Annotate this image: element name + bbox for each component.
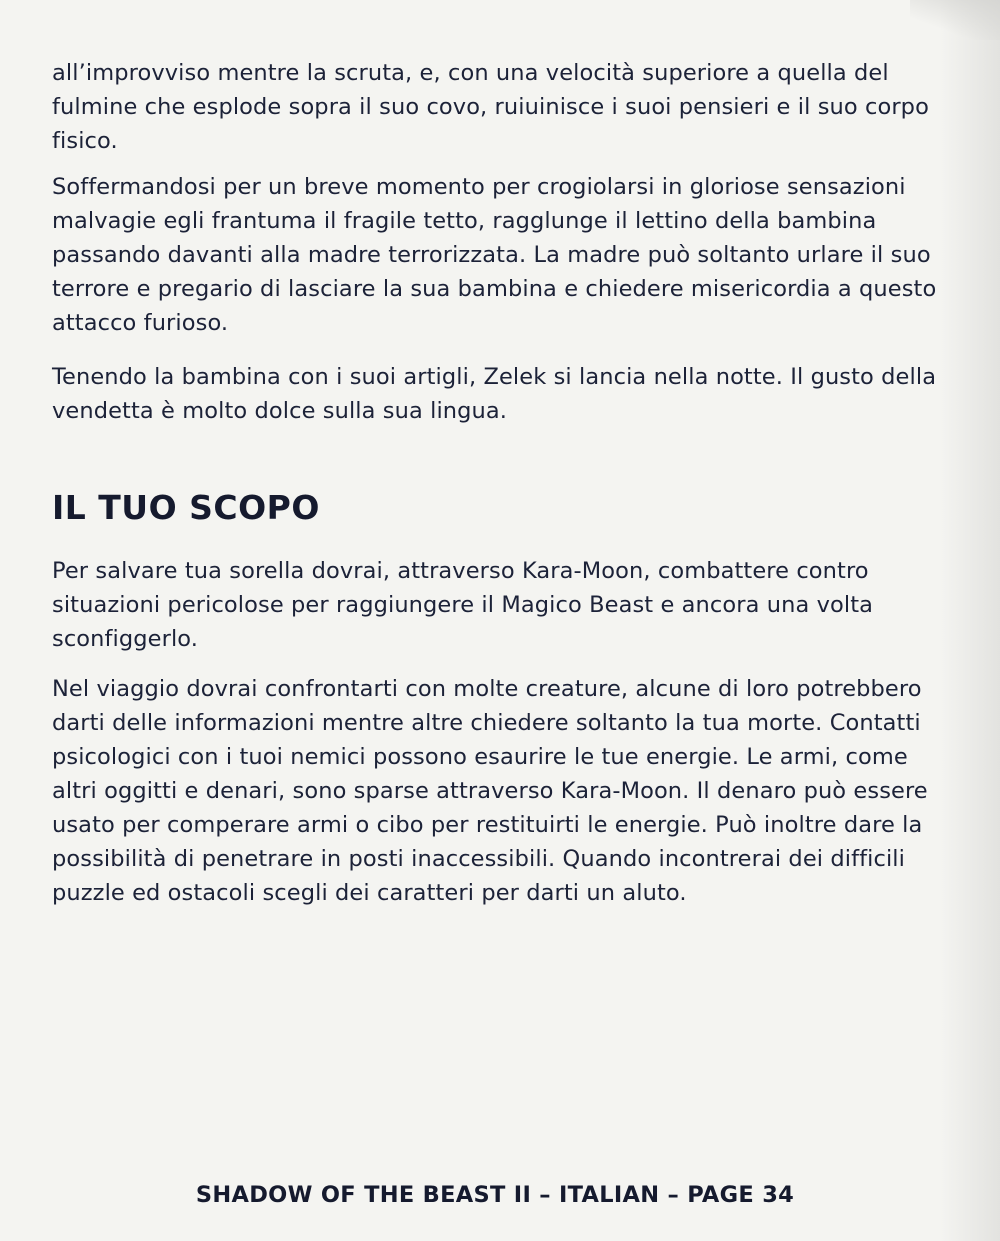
section-paragraph-2: Nel viaggio dovrai confrontarti con molte creature, alcune di loro potrebbero darti delle informazioni mentre altre chiedere soltanto la tua morte. Contatti psicologici con i tuoi nemici possono esaurire le tue energie. Le armi, come altri oggitti e denari, sono sparse attraverso Kara-Moon. Il denaro può essere usato per comperare armi o cibo per restituirti le energie. Può inoltre dare la possibilità di penetrare in posti inaccessibili. Quando incontrerai dei difficili puzzle ed ostacoli scegli dei caratteri per darti un aluto. xyxy=(52,676,928,906)
body-paragraph-2: Soffermandosi per un breve momento per crogiolarsi in gloriose sensazioni malvagie egli frantuma il fragile tetto, ragglunge il lettino della bambina passando davanti alla madre terrorizzata. La madre può soltanto urlare il suo terrore e pregario di lasciare la sua bambina e chiedere misericordia a questo attacco furioso. xyxy=(52,174,937,336)
section-heading: IL TUO SCOPO xyxy=(52,488,320,527)
page-corner-curl xyxy=(910,0,1000,40)
body-paragraph-3: Tenendo la bambina con i suoi artigli, Zelek si lancia nella notte. Il gusto della vendetta è molto dolce sulla sua lingua. xyxy=(52,364,937,424)
section-paragraph-1: Per salvare tua sorella dovrai, attraverso Kara-Moon, combattere contro situazioni pericolose per raggiungere il Magico Beast e ancora una volta sconfiggerlo. xyxy=(52,558,874,652)
body-paragraph-1: all’improvviso mentre la scruta, e, con una velocità superiore a quella del fulmine che esplode sopra il suo covo, ruiuinisce i suoi pensieri e il suo corpo fisico. xyxy=(52,60,929,154)
page-footer: SHADOW OF THE BEAST II – ITALIAN – PAGE 34 xyxy=(195,1182,795,1208)
